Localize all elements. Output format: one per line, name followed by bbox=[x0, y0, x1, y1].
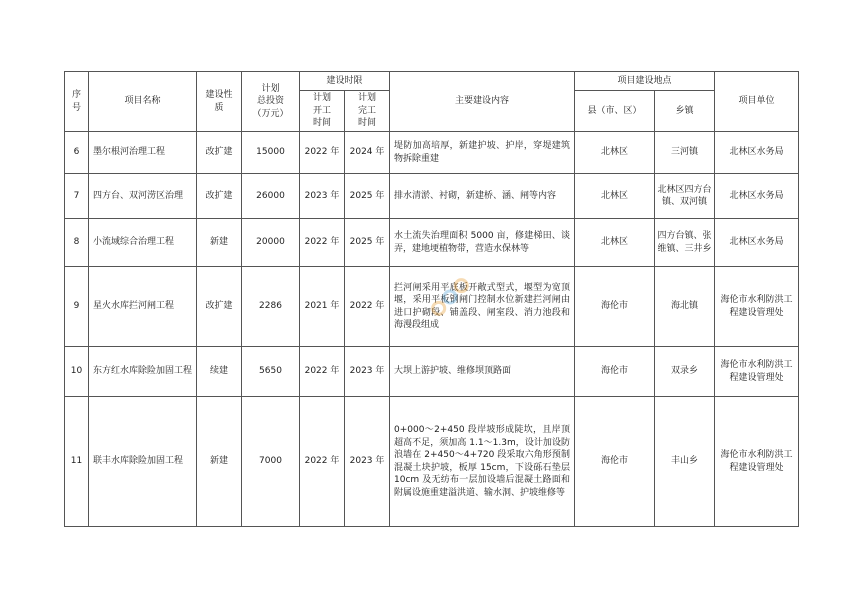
cell-county: 海伦市 bbox=[575, 347, 655, 397]
cell-seq: 8 bbox=[65, 219, 89, 267]
cell-unit: 海伦市水利防洪工程建设管理处 bbox=[715, 397, 799, 527]
table-row bbox=[65, 174, 799, 219]
cell-name: 东方红水库除险加固工程 bbox=[89, 347, 197, 397]
cell-name: 星火水库拦河闸工程 bbox=[89, 267, 197, 347]
cell-start: 2022 年 bbox=[300, 132, 345, 174]
cell-start: 2021 年 bbox=[300, 267, 345, 347]
cell-nature: 续建 bbox=[197, 347, 242, 397]
header-location: 项目建设地点 bbox=[575, 72, 715, 91]
cell-name: 墨尔根河治理工程 bbox=[89, 132, 197, 174]
cell-county: 北林区 bbox=[575, 132, 655, 174]
cell-county: 北林区 bbox=[575, 219, 655, 267]
cell-end: 2023 年 bbox=[345, 347, 390, 397]
cell-content: 堤防加高培厚，新建护坡、护岸，穿堤建筑物拆除重建 bbox=[390, 132, 575, 174]
cell-seq: 9 bbox=[65, 267, 89, 347]
cell-content: 拦河闸采用平底板开敞式型式，堰型为宽顶堰，采用平板钢闸门控制水位新建拦河闸由进口护砌段、铺盖段、闸室段、消力池段和海漫段组成 bbox=[390, 267, 575, 347]
cell-end: 2025 年 bbox=[345, 174, 390, 219]
header-invest: 计划 总投资 （万元） bbox=[242, 72, 300, 132]
header-period: 建设时限 bbox=[300, 72, 390, 91]
cell-town: 海北镇 bbox=[655, 267, 715, 347]
cell-content: 0+000～2+450 段岸坡形成陡坎，且岸顶超高不足，须加高 1.1～1.3m，设计加设防浪墙在 2+450～4+720 段采取六角形预制混凝土块护坡，板厚 15cm，下设砾石垫层 10cm 及无纺布一层加设墙后混凝土路面和附属设施重建溢洪道、输水洞、护坡维修等 bbox=[390, 397, 575, 527]
header-end: 计划 完工 时间 bbox=[345, 91, 390, 132]
cell-unit: 海伦市水利防洪工程建设管理处 bbox=[715, 347, 799, 397]
cell-end: 2024 年 bbox=[345, 132, 390, 174]
cell-start: 2022 年 bbox=[300, 347, 345, 397]
cell-town: 三河镇 bbox=[655, 132, 715, 174]
cell-name: 四方台、双河涝区治理 bbox=[89, 174, 197, 219]
header-content: 主要建设内容 bbox=[390, 72, 575, 132]
cell-end: 2025 年 bbox=[345, 219, 390, 267]
cell-end: 2023 年 bbox=[345, 397, 390, 527]
cell-invest: 15000 bbox=[242, 132, 300, 174]
cell-seq: 10 bbox=[65, 347, 89, 397]
cell-nature: 改扩建 bbox=[197, 267, 242, 347]
cell-town: 双录乡 bbox=[655, 347, 715, 397]
cell-seq: 7 bbox=[65, 174, 89, 219]
table-row bbox=[65, 397, 799, 527]
cell-name: 小流域综合治理工程 bbox=[89, 219, 197, 267]
cell-content: 排水清淤、衬砌，新建桥、涵、闸等内容 bbox=[390, 174, 575, 219]
cell-invest: 2286 bbox=[242, 267, 300, 347]
table-row bbox=[65, 267, 799, 347]
cell-nature: 新建 bbox=[197, 397, 242, 527]
cell-invest: 5650 bbox=[242, 347, 300, 397]
header-name: 项目名称 bbox=[89, 72, 197, 132]
cell-start: 2022 年 bbox=[300, 219, 345, 267]
header-nature: 建设性 质 bbox=[197, 72, 242, 132]
cell-nature: 改扩建 bbox=[197, 174, 242, 219]
cell-nature: 新建 bbox=[197, 219, 242, 267]
cell-seq: 6 bbox=[65, 132, 89, 174]
header-seq: 序 号 bbox=[65, 72, 89, 132]
table-row bbox=[65, 132, 799, 174]
cell-name: 联丰水库除险加固工程 bbox=[89, 397, 197, 527]
cell-town: 北林区四方台镇、双河镇 bbox=[655, 174, 715, 219]
cell-unit: 北林区水务局 bbox=[715, 174, 799, 219]
cell-county: 北林区 bbox=[575, 174, 655, 219]
table-row bbox=[65, 219, 799, 267]
cell-start: 2023 年 bbox=[300, 174, 345, 219]
cell-unit: 海伦市水利防洪工程建设管理处 bbox=[715, 267, 799, 347]
cell-invest: 20000 bbox=[242, 219, 300, 267]
cell-start: 2022 年 bbox=[300, 397, 345, 527]
table-row bbox=[65, 347, 799, 397]
cell-invest: 7000 bbox=[242, 397, 300, 527]
cell-unit: 北林区水务局 bbox=[715, 132, 799, 174]
cell-county: 海伦市 bbox=[575, 397, 655, 527]
project-table bbox=[64, 71, 799, 527]
cell-invest: 26000 bbox=[242, 174, 300, 219]
cell-nature: 改扩建 bbox=[197, 132, 242, 174]
header-start: 计划 开工 时间 bbox=[300, 91, 345, 132]
cell-content: 大坝上游护坡、维修坝顶路面 bbox=[390, 347, 575, 397]
cell-unit: 北林区水务局 bbox=[715, 219, 799, 267]
cell-town: 丰山乡 bbox=[655, 397, 715, 527]
header-unit: 项目单位 bbox=[715, 72, 799, 132]
cell-end: 2022 年 bbox=[345, 267, 390, 347]
cell-town: 四方台镇、张维镇、三井乡 bbox=[655, 219, 715, 267]
cell-seq: 11 bbox=[65, 397, 89, 527]
header-county: 县（市、区） bbox=[575, 91, 655, 132]
cell-county: 海伦市 bbox=[575, 267, 655, 347]
header-town: 乡镇 bbox=[655, 91, 715, 132]
cell-content: 水土流失治理面积 5000 亩，修建梯田、谈弄，建地埂植物带，营造水保林等 bbox=[390, 219, 575, 267]
